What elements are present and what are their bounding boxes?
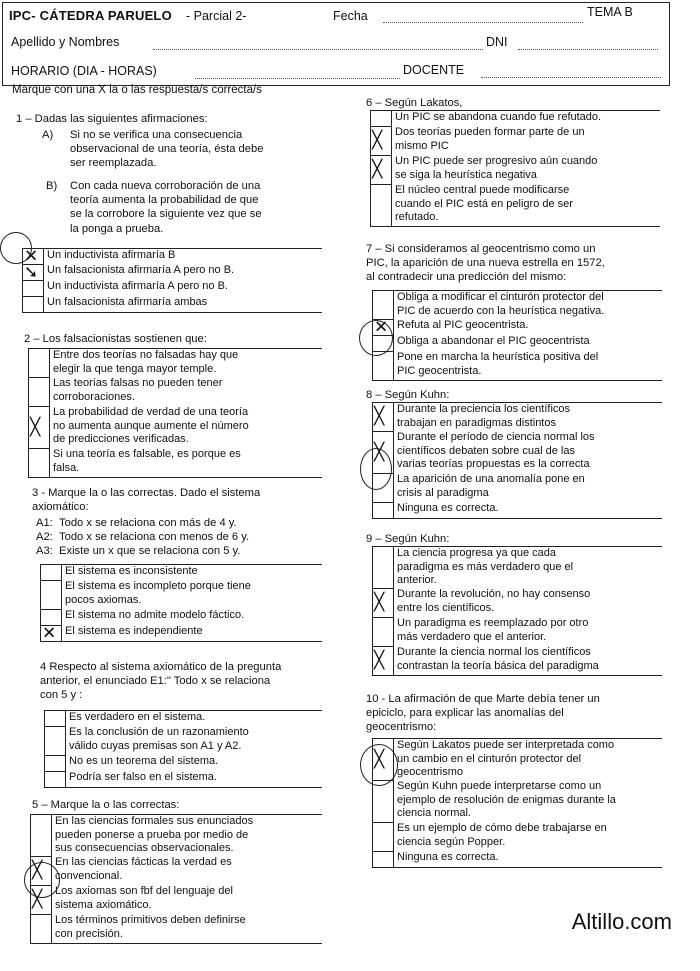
q6-option[interactable]: ╳ Dos teorías pueden formar parte de un mismo PIC — [370, 126, 660, 155]
q1-options — [22, 248, 322, 313]
answer-checkbox[interactable] — [29, 377, 50, 406]
q4-option[interactable]: No es un teorema del sistema. — [44, 755, 322, 771]
answer-checkbox[interactable] — [373, 617, 394, 646]
answer-checkbox[interactable]: ╳ — [371, 155, 392, 184]
date-label: Fecha — [333, 9, 368, 23]
q8-option[interactable]: La aparición de una anomalía pone en crisis al paradigma — [372, 473, 662, 502]
q3-stem: 3 - Marque la o las correctas. Dado el sistema axiomático: — [32, 487, 261, 514]
answer-checkbox[interactable] — [41, 565, 62, 580]
name-line[interactable] — [153, 49, 483, 51]
handwritten-circle — [359, 320, 393, 356]
answer-checkbox[interactable] — [45, 755, 66, 771]
q9-option[interactable]: Un paradigma es reemplazado por otro más verdadero que el anterior. — [372, 617, 662, 646]
teacher-label: DOCENTE — [403, 63, 465, 77]
q7-option[interactable]: ✕ Refuta al PIC geocentrista. — [372, 319, 662, 335]
q5-option[interactable]: ╳ Los axiomas son fbf del lenguaje del sistema axiomático. — [30, 885, 322, 914]
q7-options — [372, 290, 662, 381]
answer-checkbox[interactable]: ╳ — [371, 126, 392, 155]
q3-option[interactable]: El sistema es incompleto porque tiene pocos axiomas. — [40, 580, 322, 609]
answer-checkbox[interactable]: ✕ — [41, 625, 62, 641]
handwritten-circle — [360, 448, 392, 490]
dni-line[interactable] — [518, 49, 658, 51]
q7-stem: 7 – Si consideramos al geocentrismo como un PIC, la aparición de una nueva estrella en 1572, al contradecir una predicción del mismo: — [366, 243, 605, 284]
handwritten-circle — [24, 862, 60, 898]
answer-checkbox[interactable] — [45, 711, 66, 726]
q8-option[interactable]: Ninguna es correcta. — [372, 502, 662, 518]
q1-a-label: A) — [42, 129, 54, 141]
q6-option[interactable]: El núcleo central puede modificarse cuando el PIC está en peligro de ser refutado. — [370, 184, 660, 226]
name-label: Apellido y Nombres — [11, 35, 120, 49]
q10-options — [372, 738, 662, 868]
q1-b-label: B) — [46, 180, 58, 192]
answer-checkbox[interactable]: ╳ — [31, 856, 52, 885]
q3-option[interactable]: El sistema no admite modelo fáctico. — [40, 609, 322, 625]
q2-option[interactable]: Entre dos teorías no falsadas hay que elegir la que tenga mayor temple. — [28, 349, 322, 377]
q5-option[interactable]: En las ciencias formales sus enunciados pueden ponerse a prueba por medio de sus consecuencias observacionales. — [30, 815, 322, 856]
q10-option[interactable]: Ninguna es correcta. — [372, 851, 662, 867]
exam-part: - Parcial 2- — [186, 9, 247, 23]
q10-option[interactable]: ╳ Según Lakatos puede ser interpretada como un cambio en el cinturón protector del geocentrismo — [372, 739, 662, 780]
answer-checkbox[interactable] — [45, 771, 66, 787]
q4-option[interactable]: Es la conclusión de un razonamiento válido cuyas premisas son A1 y A2. — [44, 726, 322, 755]
answer-checkbox[interactable] — [23, 280, 44, 296]
q4-option[interactable]: Es verdadero en el sistema. — [44, 711, 322, 726]
answer-checkbox[interactable]: ╳ — [373, 588, 394, 617]
handwritten-circle — [0, 232, 32, 264]
schedule-label: HORARIO (DIA - HORAS) — [11, 64, 157, 78]
q3-axioms: A1: Todo x se relaciona con más de 4 y. A2: Todo x se relaciona con menos de 6 y. A3: Existe un x que se relaciona con 5 y. — [36, 517, 250, 558]
answer-checkbox[interactable] — [31, 815, 52, 856]
answer-checkbox[interactable] — [23, 296, 44, 312]
q7-option[interactable]: Obliga a modificar el cinturón protector del PIC de acuerdo con la heurística negativa. — [372, 291, 662, 319]
handwritten-circle — [360, 744, 398, 786]
course-title: IPC- CÁTEDRA PARUELO — [9, 8, 172, 23]
q1-option[interactable]: ➘ Un falsacionista afirmaría A pero no B. — [22, 264, 322, 280]
answer-checkbox[interactable]: ╳ — [373, 739, 394, 780]
q8-options — [372, 402, 662, 519]
q1-stem: 1 – Dadas las siguientes afirmaciones: — [16, 113, 208, 125]
q9-option[interactable]: ╳ Durante la revolución, no hay consenso entre los científicos. — [372, 588, 662, 617]
answer-checkbox[interactable]: ╳ — [373, 431, 394, 473]
q5-option[interactable]: Los términos primitivos deben definirse con precisión. — [30, 914, 322, 943]
q9-options — [372, 546, 662, 676]
answer-checkbox[interactable] — [373, 291, 394, 319]
dni-label: DNI — [486, 35, 508, 49]
answer-checkbox[interactable] — [45, 726, 66, 755]
answer-checkbox[interactable]: ✕ — [373, 319, 394, 335]
q8-stem: 8 – Según Kuhn: — [366, 389, 450, 401]
q4-stem: 4 Respecto al sistema axiomático de la pregunta anterior, el enunciado E1:" Todo x se relaciona con 5 y : — [40, 661, 282, 702]
date-line[interactable] — [383, 22, 583, 24]
q9-option[interactable]: ╳ Durante la ciencia normal los científicos contrastan la teoría básica del paradigma — [372, 646, 662, 675]
exam-theme: TEMA B — [587, 5, 633, 19]
q1-option[interactable]: Un falsacionista afirmaría ambas — [22, 296, 322, 312]
q6-option[interactable]: ╳ Un PIC puede ser progresivo aún cuando se siga la heurística negativa — [370, 155, 660, 184]
q10-option[interactable]: Según Kuhn puede interpretarse como un ejemplo de resolución de enigmas durante la ciencia normal. — [372, 780, 662, 822]
q8-option[interactable]: ╳ Durante el período de ciencia normal los científicos debaten sobre cual de las varias teorías propuestas es la correcta — [372, 431, 662, 473]
q8-option[interactable]: ╳ Durante la preciencia los científicos trabajan en paradigmas distintos — [372, 403, 662, 431]
q1-a-text: Si no se verifica una consecuencia observacional de una teoría, ésta debe ser reemplazada. — [70, 129, 264, 170]
q7-option[interactable]: Pone en marcha la heurística positiva del PIC geocentrista. — [372, 351, 662, 380]
q6-options — [370, 110, 660, 227]
answer-checkbox[interactable] — [29, 349, 50, 377]
answer-checkbox[interactable]: ➘ — [23, 264, 44, 280]
answer-checkbox[interactable] — [29, 448, 50, 477]
q7-option[interactable]: Obliga a abandonar el PIC geocentrista — [372, 335, 662, 351]
q10-stem: 10 - La afirmación de que Marte debía tener un epiciclo, para explicar las anomalías del geocentrismo: — [366, 693, 600, 734]
answer-checkbox[interactable] — [373, 780, 394, 822]
q1-b-text: Con cada nueva corroboración de una teoría aumenta la probabilidad de que se la corrobore la siguiente vez que se la ponga a prueba. — [70, 180, 262, 235]
q5-options — [30, 814, 322, 944]
q6-option[interactable]: Un PIC se abandona cuando fue refutado. — [370, 111, 660, 126]
instruction: Marque con una X la o las respuesta/s correcta/s — [12, 84, 262, 96]
q5-stem: 5 – Marque la o las correctas: — [32, 799, 180, 811]
q1-option[interactable]: ✕ Un inductivista afirmaría B — [22, 249, 322, 264]
answer-checkbox[interactable]: ╳ — [373, 403, 394, 431]
q2-option[interactable]: ╳ La probabilidad de verdad de una teoría no aumenta aunque aumente el número de predicciones verificadas. — [28, 406, 322, 448]
q3-option[interactable]: El sistema es inconsistente — [40, 565, 322, 580]
teacher-line[interactable] — [481, 77, 661, 79]
q6-stem: 6 – Según Lakatos, — [366, 97, 463, 109]
answer-checkbox[interactable] — [373, 502, 394, 518]
q9-option[interactable]: La ciencia progresa ya que cada paradigma es más verdadero que el anterior. — [372, 547, 662, 588]
answer-checkbox[interactable]: ╳ — [373, 646, 394, 675]
answer-checkbox[interactable]: ╳ — [29, 406, 50, 448]
q3-option[interactable]: ✕ El sistema es independiente — [40, 625, 322, 641]
q4-options — [44, 710, 322, 788]
answer-checkbox[interactable]: ╳ — [31, 885, 52, 914]
q5-option[interactable]: ╳ En las ciencias fácticas la verdad es convencional. — [30, 856, 322, 885]
q10-option[interactable]: Es un ejemplo de cómo debe trabajarse en ciencia según Popper. — [372, 822, 662, 851]
q4-option[interactable]: Podría ser falso en el sistema. — [44, 771, 322, 787]
q2-stem: 2 – Los falsacionistas sostienen que: — [24, 333, 207, 345]
q2-option[interactable]: Las teorías falsas no pueden tener corroboraciones. — [28, 377, 322, 406]
exam-header — [2, 2, 670, 86]
watermark: Altillo.com — [571, 909, 672, 934]
answer-checkbox[interactable] — [373, 822, 394, 851]
answer-checkbox[interactable] — [31, 914, 52, 943]
schedule-line[interactable] — [195, 78, 400, 80]
answer-checkbox[interactable] — [41, 580, 62, 609]
answer-checkbox[interactable] — [371, 111, 392, 126]
answer-checkbox[interactable] — [371, 184, 392, 226]
q2-options — [28, 348, 322, 478]
q3-options — [40, 564, 322, 642]
answer-checkbox[interactable]: ✕ — [23, 249, 44, 264]
q1-option[interactable]: Un inductivista afirmaría A pero no B. — [22, 280, 322, 296]
answer-checkbox[interactable] — [373, 851, 394, 867]
answer-checkbox[interactable] — [373, 547, 394, 588]
q9-stem: 9 – Según Kuhn: — [366, 533, 450, 545]
q2-option[interactable]: Si una teoría es falsable, es porque es falsa. — [28, 448, 322, 477]
